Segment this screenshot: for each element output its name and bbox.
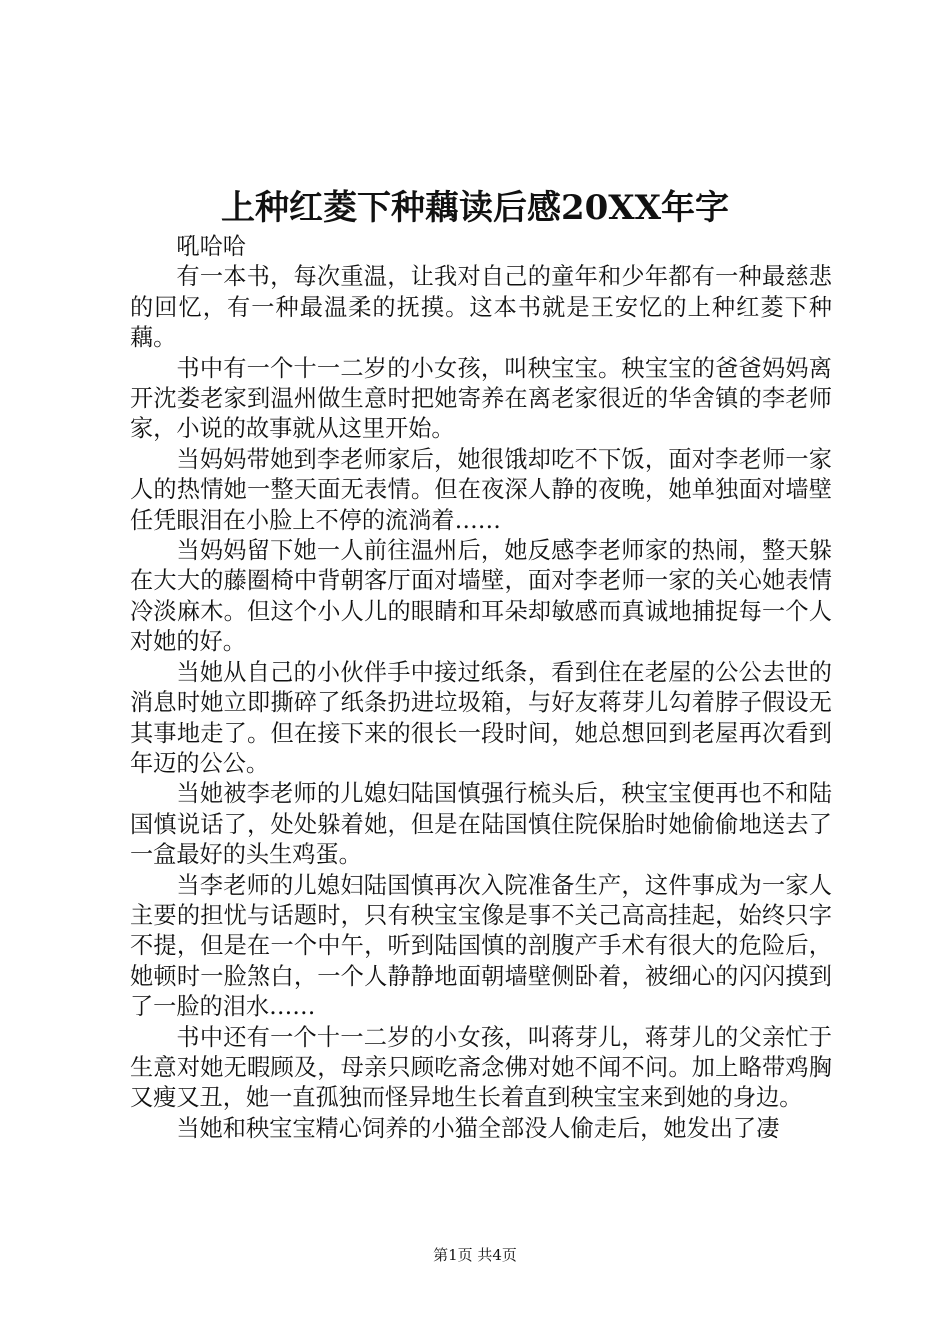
- paragraph: 当她被李老师的儿媳妇陆国慎强行梳头后，秧宝宝便再也不和陆国慎说话了，处处躲着她，但是在陆国慎住院保胎时她偷偷地送去了一盒最好的头生鸡蛋。: [130, 780, 832, 869]
- paragraph: 当妈妈带她到李老师家后，她很饿却吃不下饭，面对李老师一家人的热情她一整天面无表情。但在夜深人静的夜晚，她单独面对墙壁任凭眼泪在小脸上不停的流淌着……: [130, 445, 832, 534]
- paragraph: 有一本书，每次重温，让我对自己的童年和少年都有一种最慈悲的回忆，有一种最温柔的抚摸。这本书就是王安忆的上种红菱下种藕。: [130, 263, 832, 352]
- page-footer: 第1页 共4页: [433, 1246, 517, 1264]
- paragraph: 书中还有一个十一二岁的小女孩，叫蒋芽儿，蒋芽儿的父亲忙于生意对她无暇顾及，母亲只顾吃斋念佛对她不闻不问。加上略带鸡胸又瘦又丑，她一直孤独而怪异地生长着直到秧宝宝来到她的身边。: [130, 1023, 832, 1112]
- paragraph: 当她从自己的小伙伴手中接过纸条，看到住在老屋的公公去世的消息时她立即撕碎了纸条扔进垃圾箱，与好友蒋芽儿勾着脖子假设无其事地走了。但在接下来的很长一段时间，她总想回到老屋再次看到年迈的公公。: [130, 658, 832, 777]
- paragraph: 当妈妈留下她一人前往温州后，她反感李老师家的热闹，整天躲在大大的藤圈椅中背朝客厅面对墙壁，面对李老师一家的关心她表情冷淡麻木。但这个小人儿的眼睛和耳朵却敏感而真诚地捕捉每一个人对她的好。: [130, 537, 832, 656]
- document-body: [130, 232, 832, 1144]
- document-title: 上种红菱下种藕读后感20XX年字: [220, 188, 730, 228]
- paragraph: 吼哈哈: [176, 233, 246, 260]
- paragraph: 当李老师的儿媳妇陆国慎再次入院准备生产，这件事成为一家人主要的担忧与话题时，只有秧宝宝像是事不关己高高挂起，始终只字不提，但是在一个中午，听到陆国慎的剖腹产手术有很大的危险后，她顿时一脸煞白，一个人静静地面朝墙壁侧卧着，被细心的闪闪摸到了一脸的泪水……: [130, 871, 832, 1021]
- paragraph: 当她和秧宝宝精心饲养的小猫全部没人偷走后，她发出了凄: [176, 1114, 780, 1142]
- paragraph: 书中有一个十一二岁的小女孩，叫秧宝宝。秧宝宝的爸爸妈妈离开沈娄老家到温州做生意时把她寄养在离老家很近的华舍镇的李老师家，小说的故事就从这里开始。: [130, 354, 832, 443]
